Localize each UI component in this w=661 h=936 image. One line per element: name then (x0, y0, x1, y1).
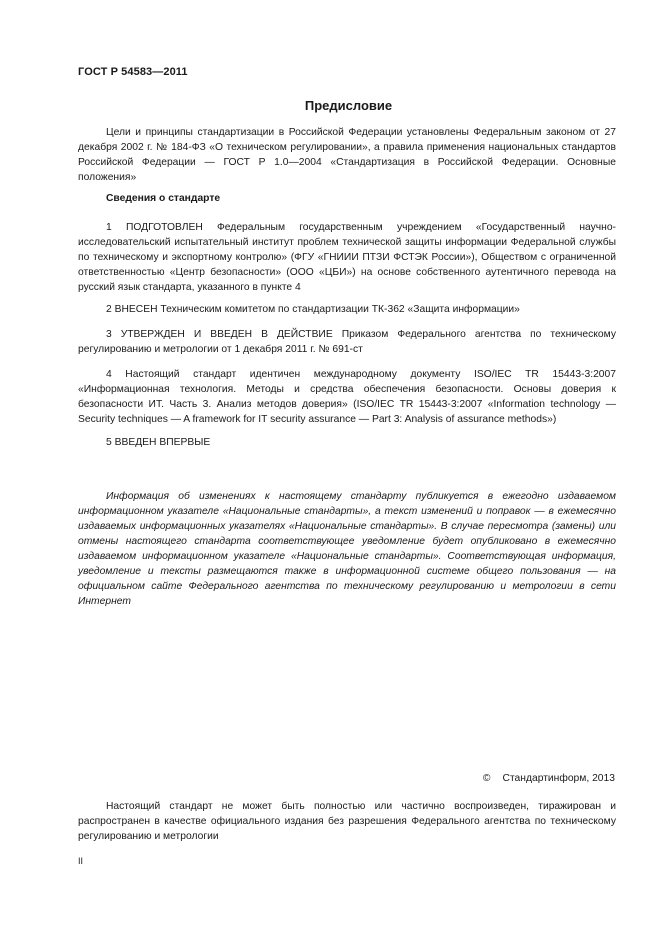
copyright-text: Стандартинформ, 2013 (502, 773, 615, 784)
item-5-paragraph: 5 ВВЕДЕН ВПЕРВЫЕ (106, 437, 211, 448)
item-2-paragraph: 2 ВНЕСЕН Техническим комитетом по стандартизации ТК-362 «Защита информации» (106, 304, 520, 315)
changes-info-notice: Информация об изменениях к настоящему стандарту публикуется в ежегодно издаваемом информационном указателе «Национальные стандарты», а текст изменений и поправок — в ежемесячно издаваемых информационных указателях «Национальные стандарты». В случае пересмотра (замены) или отмены настоящего стандарта соответствующее уведомление будет опубликовано в ежемесячно издаваемом информационном указателе «Национальные стандарты». Соответствующая информация, уведомление и тексты размещаются также в информационной системе общего пользования — на официальном сайте Федерального агентства по техническому регулированию и метрологии в сети Интернет (78, 491, 616, 607)
copyright-icon: © (482, 773, 491, 784)
item-3-paragraph: 3 УТВЕРЖДЕН И ВВЕДЕН В ДЕЙСТВИЕ Приказом Федерального агентства по техническому регулированию и метрологии от 1 декабря 2011 г. № 691-ст (78, 329, 616, 355)
copyright-line (483, 773, 615, 784)
page-title: Предисловие (304, 98, 393, 113)
page-number: II (78, 856, 84, 866)
item-1-paragraph: 1 ПОДГОТОВЛЕН Федеральным государственным учреждением «Государственный научно-исследовательский испытательный институт проблем технической защиты информации Федеральной службы по техническому и экспортному контролю» (ФГУ «ГНИИИ ПТЗИ ФСТЭК России»), Обществом с ограниченной ответственностью «Центр безопасности» (ООО «ЦБИ») на основе собственного аутентичного перевода на русский язык стандарта, указанного в пункте 4 (78, 222, 616, 293)
item-4-paragraph: 4 Настоящий стандарт идентичен международному документу ISO/IEC TR 15443-3:2007 «Информационная технология. Методы и средства обеспечения безопасности. Основы доверия к безопасности ИТ. Часть 3. Анализ методов доверия» (ISO/IEC TR 15443-3:2007 «Information technology — Security techniques — A framework for IT security assurance — Part 3: Analysis of assurance methods») (78, 369, 616, 425)
intro-paragraph: Цели и принципы стандартизации в Российской Федерации установлены Федеральным законом от 27 декабря 2002 г. № 184-ФЗ «О техническом регулировании», а правила применения национальных стандартов Российской Федерации — ГОСТ Р 1.0—2004 «Стандартизация в Российской Федерации. Основные положения» (78, 127, 616, 183)
document-code: ГОСТ Р 54583—2011 (78, 66, 188, 78)
section-subheading: Сведения о стандарте (106, 193, 221, 204)
reproduction-notice: Настоящий стандарт не может быть полностью или частично воспроизведен, тиражирован и распространен в качестве официального издания без разрешения Федерального агентства по техническому регулированию и метрологии (78, 801, 616, 842)
